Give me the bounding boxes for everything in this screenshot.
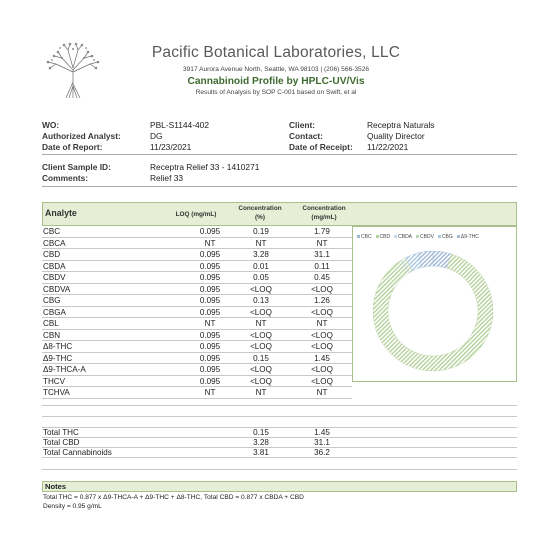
analyte-cell: CBGA: [43, 307, 66, 317]
legend-item: [416, 234, 434, 240]
pct-cell: NT: [255, 319, 267, 328]
loq-cell: 0.095: [199, 376, 221, 386]
pct-cell: 0.13: [253, 296, 269, 305]
notes-density: Density = 0.95 g/mL: [43, 503, 102, 510]
mg-cell: 1.79: [314, 227, 330, 236]
legend-swatch: [376, 235, 379, 238]
total-label: Total THC: [43, 428, 79, 437]
pct-cell: <LOQ: [250, 330, 272, 340]
loq-cell: 0.095: [199, 330, 221, 340]
analyte-cell: CBDVA: [43, 284, 71, 294]
analyst-value: DG: [150, 131, 163, 141]
donut-slice-cbd: [373, 254, 493, 371]
table-row: [42, 238, 352, 250]
analyte-cell: Δ9-THCA-A: [43, 365, 86, 374]
legend-label: CBDA: [398, 234, 413, 240]
sample-id-label: Client Sample ID:: [42, 162, 111, 172]
legend-swatch: [457, 235, 460, 238]
loq-cell: 0.095: [199, 307, 221, 317]
pct-cell: 0.01: [253, 261, 269, 271]
loq-cell: 0.095: [199, 250, 221, 259]
pct-header-line2: (%): [255, 214, 265, 221]
cannabinoid-chart: [352, 226, 517, 382]
pct-cell: <LOQ: [250, 376, 272, 386]
pct-cell: <LOQ: [250, 365, 272, 374]
mg-cell: NT: [316, 238, 328, 248]
mg-cell: <LOQ: [311, 365, 333, 374]
legend-label: CBG: [441, 234, 453, 240]
comments-label: Comments:: [42, 173, 89, 183]
legend-label: Δ9-THC: [460, 234, 479, 240]
total-mg: 1.45: [314, 428, 330, 437]
legend-swatch: [394, 235, 397, 238]
pct-cell: 3.28: [253, 250, 269, 259]
report-date-value: 11/23/2021: [150, 142, 192, 152]
legend-swatch: [416, 235, 419, 238]
table-row: [42, 353, 352, 365]
total-label: Total CBD: [43, 438, 80, 447]
analyte-cell: Δ8-THC: [43, 342, 73, 351]
table-row: [42, 284, 352, 296]
loq-cell: NT: [204, 388, 216, 397]
table-row: [42, 307, 352, 319]
client-label: Client:: [289, 120, 316, 130]
receipt-label: Date of Receipt:: [289, 142, 353, 152]
analyte-cell: CBD: [43, 250, 61, 259]
table-row: [42, 318, 352, 330]
loq-cell: NT: [204, 319, 216, 328]
divider: [42, 186, 517, 187]
mg-header-line1: Concentration: [302, 205, 346, 212]
legend-swatch: [438, 235, 441, 238]
mg-cell: NT: [316, 319, 328, 328]
mg-cell: <LOQ: [311, 284, 333, 294]
table-row: [42, 249, 352, 261]
notes-heading: Notes: [42, 481, 517, 492]
table-header: [42, 202, 517, 226]
pct-cell: <LOQ: [250, 342, 272, 351]
contact-value: Quality Director: [367, 131, 425, 141]
chart-legend: [357, 234, 517, 240]
analyte-header: Analyte: [45, 208, 77, 218]
loq-cell: 0.095: [199, 273, 221, 282]
loq-cell: 0.095: [199, 353, 221, 363]
mg-cell: 0.11: [314, 261, 330, 271]
pct-cell: 0.19: [253, 227, 269, 236]
table-row: [42, 330, 352, 342]
report-date-label: Date of Report:: [42, 142, 103, 152]
analyst-label: Authorized Analyst:: [42, 131, 121, 141]
mg-cell: <LOQ: [311, 376, 333, 386]
pct-cell: NT: [255, 238, 267, 248]
wo-label: WO:: [42, 120, 60, 130]
legend-item: [438, 234, 453, 240]
table-row: [42, 341, 352, 353]
receipt-value: 11/22/2021: [367, 142, 409, 152]
mg-cell: 0.45: [314, 273, 330, 282]
analyte-cell: TCHVA: [43, 388, 70, 397]
mg-cell: 1.45: [314, 353, 330, 363]
mg-cell: 31.1: [314, 250, 330, 259]
pct-cell: <LOQ: [250, 284, 272, 294]
legend-label: CBC: [361, 234, 372, 240]
total-pct: 3.28: [253, 438, 269, 447]
legend-item: [457, 234, 479, 240]
pct-cell: 0.05: [253, 273, 269, 282]
table-row: [42, 272, 352, 284]
totals-row: [42, 428, 517, 438]
pct-cell: NT: [255, 388, 267, 397]
mg-cell: <LOQ: [311, 330, 333, 340]
pct-cell: 0.15: [253, 353, 269, 363]
table-row: [42, 387, 352, 399]
analyte-cell: CBDA: [43, 261, 66, 271]
analyte-cell: CBCA: [43, 238, 66, 248]
donut-chart: [363, 242, 503, 380]
loq-cell: 0.095: [199, 227, 221, 236]
mg-cell: NT: [316, 388, 328, 397]
analyte-cell: CBG: [43, 296, 61, 305]
client-value: Receptra Naturals: [367, 120, 435, 130]
legend-item: [357, 234, 372, 240]
comments-value: Relief 33: [150, 173, 184, 183]
mg-header-line2: (mg/mL): [311, 214, 337, 221]
notes-formula: Total THC = 0.877 x Δ9-THCA-A + Δ9-THC + Δ8-THC, Total CBD = 0.877 x CBDA + CBD: [43, 494, 304, 501]
divider: [42, 154, 517, 155]
analyte-cell: CBC: [43, 227, 61, 236]
legend-label: CBD: [379, 234, 391, 240]
total-label: Total Cannabinoids: [43, 448, 112, 457]
table-rule: [42, 469, 517, 470]
tree-logo-icon: [42, 40, 104, 100]
total-pct: 3.81: [253, 448, 269, 457]
lab-name: Pacific Botanical Laboratories, LLC: [151, 44, 401, 61]
analyte-cell: CBL: [43, 319, 59, 328]
analyte-cell: THCV: [43, 376, 66, 386]
table-row: [42, 364, 352, 376]
analyte-cell: CBDV: [43, 273, 66, 282]
table-row: [42, 376, 352, 388]
table-row: [42, 226, 352, 238]
sample-id-value: Receptra Relief 33 - 1410271: [150, 162, 260, 172]
table-row: [42, 295, 352, 307]
contact-label: Contact:: [289, 131, 323, 141]
table-rule: [42, 405, 517, 406]
table-rule: [42, 416, 517, 417]
lab-address: 3917 Aurora Avenue North, Seattle, WA 98103 | (206) 566-3526: [182, 66, 370, 73]
legend-swatch: [357, 235, 360, 238]
pct-header-line1: Concentration: [238, 205, 282, 212]
report-subtitle: Results of Analysis by SOP C-001 based on Swift, et al: [195, 89, 357, 96]
total-mg: 36.2: [314, 448, 330, 457]
legend-item: [376, 234, 391, 240]
analyte-cell: Δ9-THC: [43, 353, 73, 363]
loq-cell: NT: [204, 238, 216, 248]
loq-cell: 0.095: [199, 296, 221, 305]
report-title: Cannabinoid Profile by HPLC-UV/Vis: [187, 76, 365, 87]
loq-cell: 0.095: [199, 342, 221, 351]
loq-cell: 0.095: [199, 284, 221, 294]
legend-label: CBDV: [420, 234, 434, 240]
pct-cell: <LOQ: [250, 307, 272, 317]
mg-cell: <LOQ: [311, 342, 333, 351]
total-pct: 0.15: [253, 428, 269, 437]
totals-row: [42, 438, 517, 448]
loq-cell: 0.095: [199, 261, 221, 271]
legend-item: [394, 234, 412, 240]
totals-row: [42, 448, 517, 458]
mg-cell: 1.26: [314, 296, 330, 305]
total-mg: 31.1: [314, 438, 330, 447]
table-row: [42, 261, 352, 273]
analyte-cell: CBN: [43, 330, 61, 340]
loq-header: LOQ (mg/mL): [175, 211, 217, 218]
mg-cell: <LOQ: [311, 307, 333, 317]
loq-cell: 0.095: [199, 365, 221, 374]
wo-value: PBL-S1144-402: [150, 120, 209, 130]
